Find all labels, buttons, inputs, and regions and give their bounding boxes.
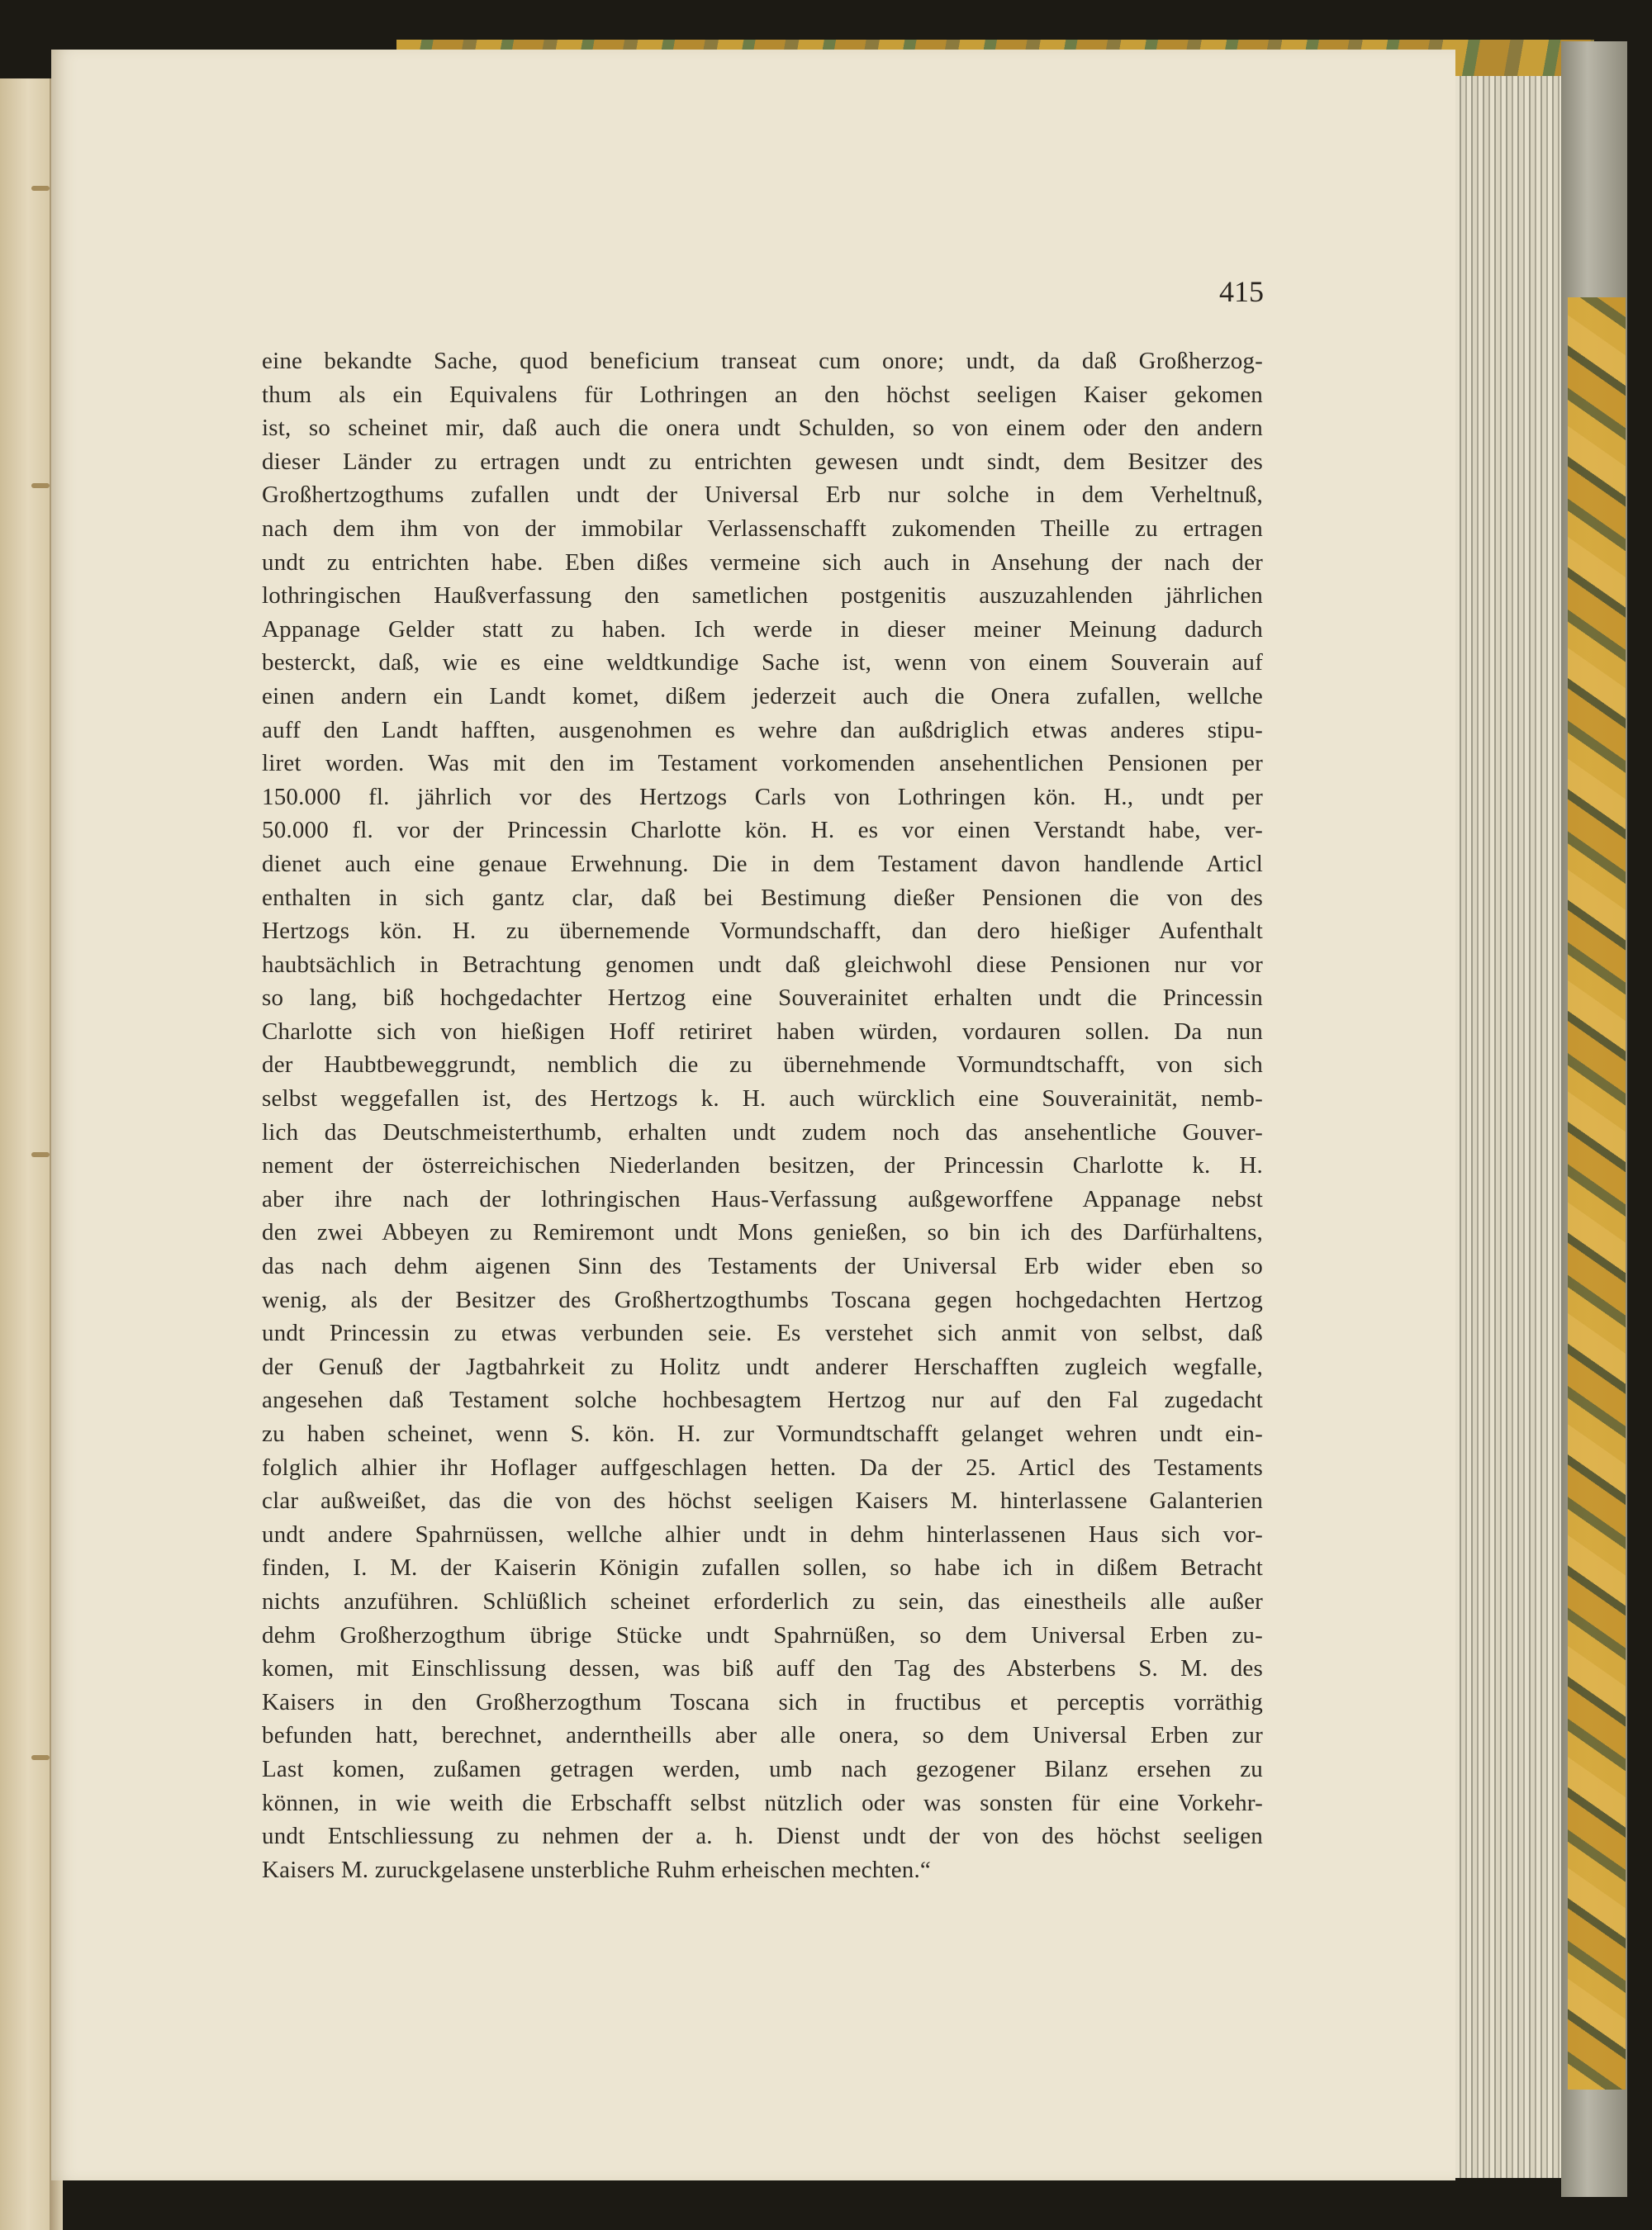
text-line: der Haubtbeweggrundt, nemblich die zu übernehmende Vormundtschafft, von sich xyxy=(262,1051,1263,1079)
text-line: so lang, biß hochgedachter Hertzog eine Souverainitet erhalten undt die Princessin xyxy=(262,985,1263,1012)
text-line: Großhertzogthums zufallen undt der Universal Erb nur solche in dem Verheltnuß, xyxy=(262,482,1263,509)
text-line: 150.000 fl. jährlich vor des Hertzogs Carls von Lothringen kön. H., undt per xyxy=(262,783,1263,810)
binding-stitch xyxy=(31,186,50,191)
binding-stitch xyxy=(31,1755,50,1760)
page-stack-edges xyxy=(1450,76,1561,2178)
text-line: Appanage Gelder statt zu haben. Ich werde in dieser meiner Meinung dadurch xyxy=(262,615,1263,643)
text-line: einen andern ein Landt komet, dißem jederzeit auch die Onera zufallen, wellche xyxy=(262,682,1263,709)
text-line: thum als ein Equivalens für Lothringen an den höchst seeligen Kaiser gekomen xyxy=(262,381,1263,408)
marbled-cover-side xyxy=(1568,297,1626,2090)
text-line: Kaisers in den Großherzogthum Toscana sich in fructibus et perceptis vorräthig xyxy=(262,1688,1263,1715)
body-text xyxy=(262,344,1263,1886)
text-line: dehm Großherzogthum übrige Stücke undt Spahrnüßen, so dem Universal Erben zu- xyxy=(262,1621,1263,1649)
text-line: undt andere Spahrnüssen, wellche alhier undt in dehm hinterlassenen Haus sich vor- xyxy=(262,1521,1263,1548)
text-line: angesehen daß Testament solche hochbesagtem Hertzog nur auf den Fal zugedacht xyxy=(262,1387,1263,1414)
text-line: 50.000 fl. vor der Princessin Charlotte kön. H. es vor einen Verstandt habe, ver- xyxy=(262,817,1263,844)
text-line: zu haben scheinet, wenn S. kön. H. zur Vormundtschafft gelanget wehren undt ein- xyxy=(262,1421,1263,1447)
text-line: wenig, als der Besitzer des Großhertzogthumbs Toscana gegen hochgedachten Hertzog xyxy=(262,1286,1263,1313)
text-line: Charlotte sich von hießigen Hoff retiriret haben würden, vordauren sollen. Da nun xyxy=(262,1018,1263,1045)
text-line: nichts anzuführen. Schlüßlich scheinet erforderlich zu sein, das einestheils alle außer xyxy=(262,1587,1263,1615)
text-line: Kaisers M. zuruckgelasene unsterbliche Ruhm erheischen mechten.“ xyxy=(262,1856,932,1883)
text-line: besterckt, daß, wie es eine weldtkundige Sache ist, wenn von einem Souverain auf xyxy=(262,649,1263,676)
text-line: selbst weggefallen ist, des Hertzogs k. H. auch würcklich eine Souverainität, nemb- xyxy=(262,1085,1263,1113)
text-line: dieser Länder zu ertragen undt zu entrichten gewesen undt sindt, dem Besitzer des xyxy=(262,448,1263,475)
text-line: undt Princessin zu etwas verbunden seie. Es verstehet sich anmit von selbst, daß xyxy=(262,1320,1263,1347)
text-line: folglich alhier ihr Hoflager auffgeschlagen hetten. Da der 25. Articl des Testaments xyxy=(262,1454,1263,1481)
text-line: komen, mit Einschlissung dessen, was biß auff den Tag des Absterbens S. M. des xyxy=(262,1655,1263,1682)
text-line: undt Entschliessung zu nehmen der a. h. Dienst undt der von des höchst seeligen xyxy=(262,1823,1263,1850)
text-line: clar außweißet, das die von des höchst seeligen Kaisers M. hinterlassene Galanterien xyxy=(262,1487,1263,1515)
binding-stitch xyxy=(31,483,50,488)
facing-page-edge xyxy=(0,78,51,2230)
text-line: auff den Landt hafften, ausgenohmen es wehre dan außdriglich etwas anderes stipu- xyxy=(262,716,1263,743)
text-line: Hertzogs kön. H. zu übernemende Vormundschafft, dan dero hießiger Aufenthalt xyxy=(262,918,1263,945)
text-line: ist, so scheinet mir, daß auch die onera undt Schulden, so von einem oder den andern xyxy=(262,415,1263,442)
text-line: eine bekandte Sache, quod beneficium transeat cum onore; undt, da daß Großherzog- xyxy=(262,348,1263,374)
text-line: lothringischen Haußverfassung den sametlichen postgenitis auszuzahlenden jährlichen xyxy=(262,582,1263,610)
text-line: finden, I. M. der Kaiserin Königin zufallen sollen, so habe ich in dißem Betracht xyxy=(262,1554,1263,1582)
text-line: enthalten in sich gantz clar, daß bei Bestimung dießer Pensionen die von des xyxy=(262,884,1263,911)
text-line: nach dem ihm von der immobilar Verlassenschafft zukomenden Theille zu ertragen xyxy=(262,515,1263,542)
text-line: aber ihre nach der lothringischen Haus-Verfassung außgeworffene Appanage nebst xyxy=(262,1185,1263,1212)
text-line: das nach dehm aigenen Sinn des Testaments der Universal Erb wider eben so xyxy=(262,1253,1263,1280)
text-line: liret worden. Was mit den im Testament vorkomenden ansehentlichen Pensionen per xyxy=(262,750,1263,777)
text-line: befunden hatt, berechnet, anderntheills aber alle onera, so dem Universal Erben zur xyxy=(262,1722,1263,1749)
text-line: können, in wie weith die Erbschafft selbst nützlich oder was sonsten für eine Vorkehr- xyxy=(262,1789,1263,1816)
text-line: haubtsächlich in Betrachtung genomen undt daß gleichwohl diese Pensionen nur vor xyxy=(262,951,1263,978)
book-page xyxy=(51,50,1455,2180)
text-line: lich das Deutschmeisterthumb, erhalten undt zudem noch das ansehentliche Gouver- xyxy=(262,1118,1263,1146)
text-line: undt zu entrichten habe. Eben dißes vermeine sich auch in Ansehung der nach der xyxy=(262,548,1263,576)
binding-stitch xyxy=(31,1152,50,1157)
text-line: dienet auch eine genaue Erwehnung. Die in dem Testament davon handlende Articl xyxy=(262,850,1263,877)
text-line: den zwei Abbeyen zu Remiremont undt Mons genießen, so bin ich des Darfürhaltens, xyxy=(262,1219,1263,1246)
text-line: Last komen, zußamen getragen werden, umb nach gezogener Bilanz ersehen zu xyxy=(262,1755,1263,1782)
text-line: der Genuß der Jagtbahrkeit zu Holitz undt anderer Herschafften zugleich wegfalle, xyxy=(262,1353,1263,1380)
text-line: nement der österreichischen Niederlanden besitzen, der Princessin Charlotte k. H. xyxy=(262,1152,1263,1179)
page-number: 415 xyxy=(1219,275,1264,308)
